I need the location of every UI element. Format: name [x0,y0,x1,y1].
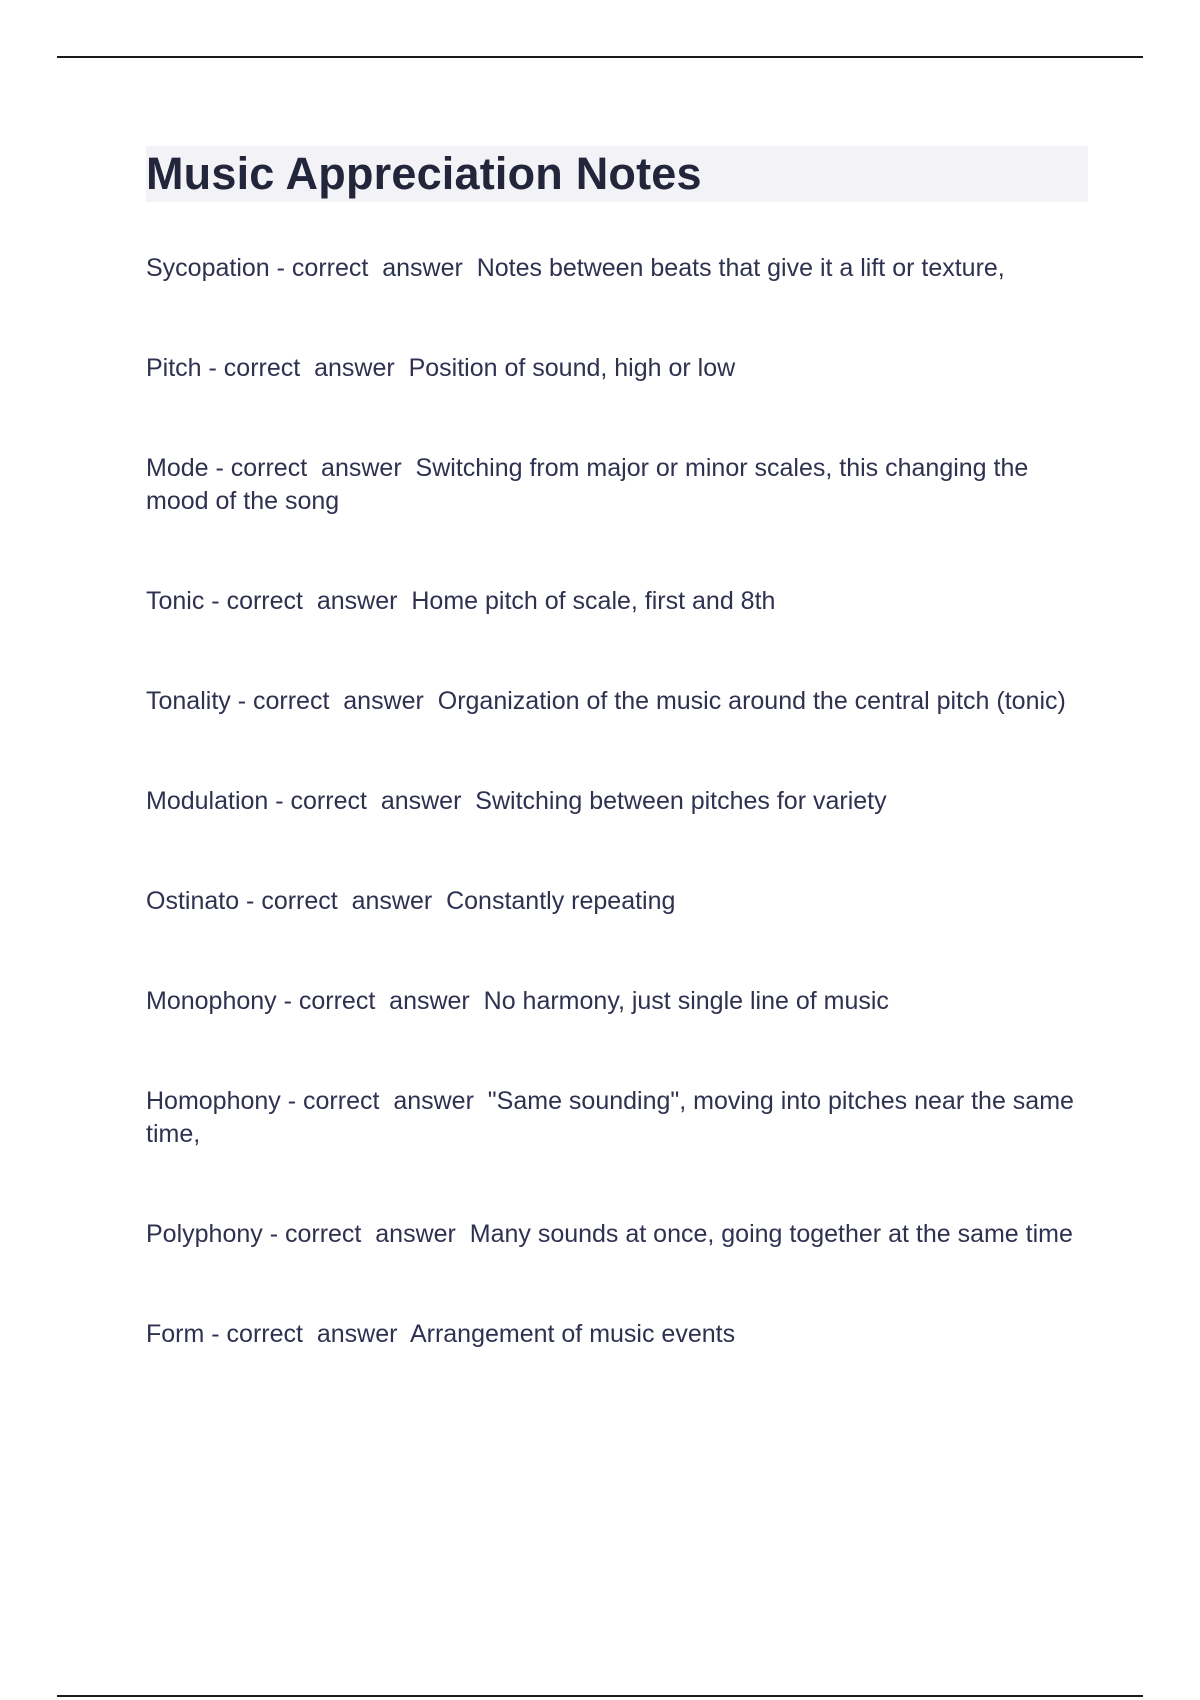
document-body [146,146,1088,1418]
list-item: Monophony - correct answer No harmony, just single line of music [146,987,889,1015]
list-item: Mode - correct answer Switching from major or minor scales, this changing the mood of the song [146,454,1036,515]
list-item: Ostinato - correct answer Constantly repeating [146,887,676,915]
entry-list [146,252,1088,1351]
title-band [146,146,1088,202]
list-item: Pitch - correct answer Position of sound, high or low [146,354,736,382]
list-item: Sycopation - correct answer Notes between beats that give it a lift or texture, [146,254,1005,282]
top-divider [57,56,1143,58]
list-item: Modulation - correct answer Switching between pitches for variety [146,787,887,815]
page-title: Music Appreciation Notes [146,148,702,199]
bottom-divider [57,1695,1143,1697]
list-item: Polyphony - correct answer Many sounds at once, going together at the same time [146,1220,1073,1248]
list-item: Tonic - correct answer Home pitch of scale, first and 8th [146,587,776,615]
list-item: Homophony - correct answer "Same sounding", moving into pitches near the same time, [146,1087,1081,1148]
list-item: Form - correct answer Arrangement of music events [146,1320,736,1348]
list-item: Tonality - correct answer Organization of the music around the central pitch (tonic) [146,687,1066,715]
